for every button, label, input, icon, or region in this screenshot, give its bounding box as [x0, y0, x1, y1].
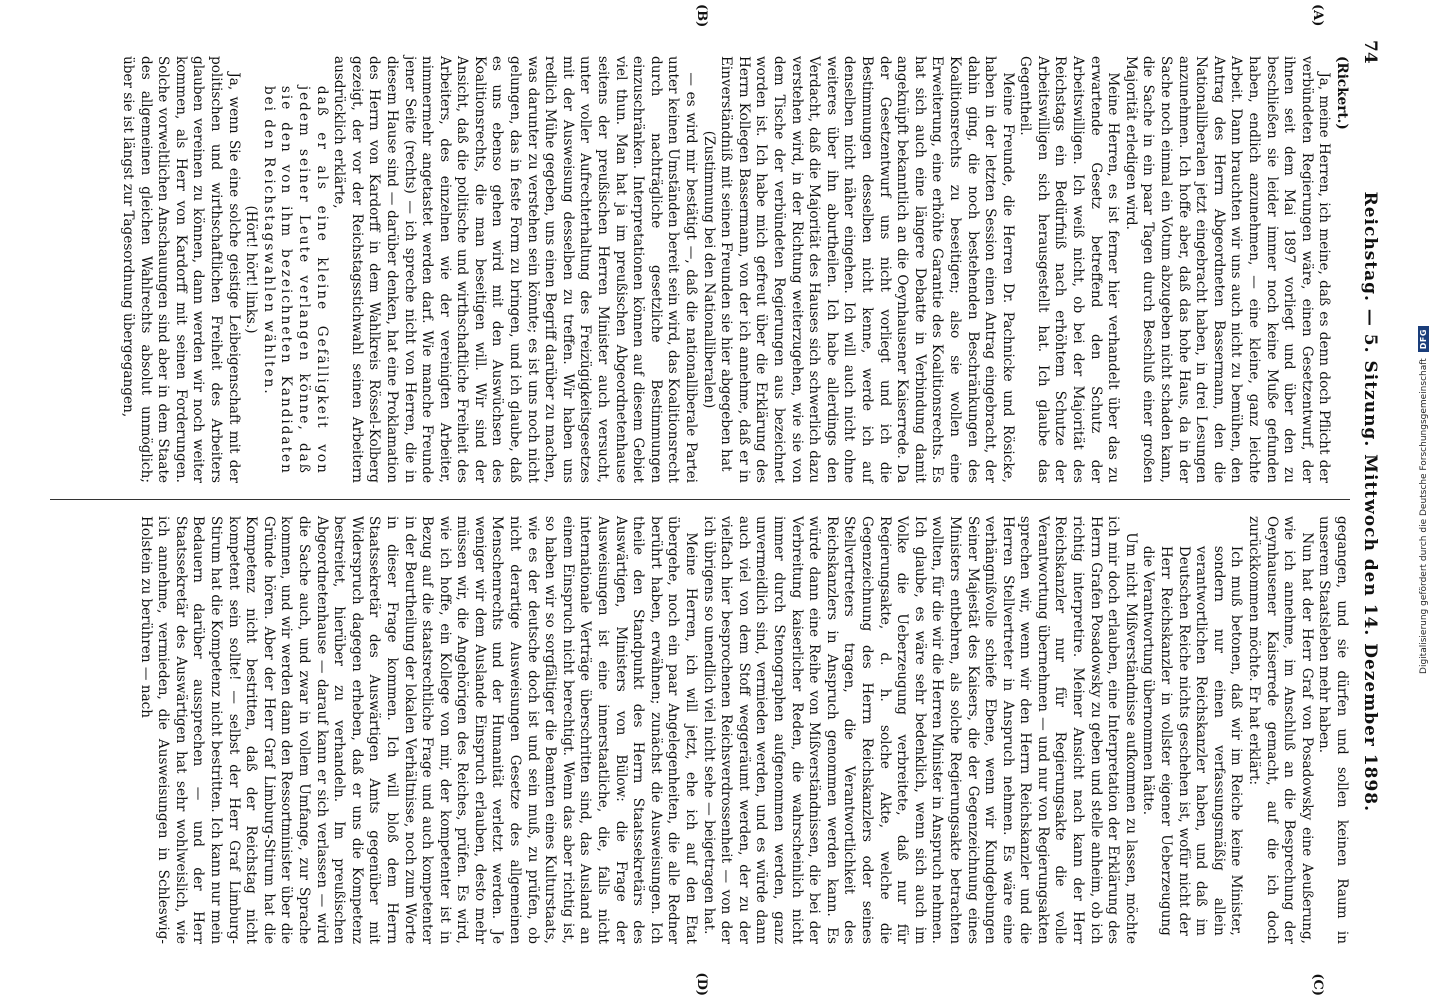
paragraph: Ja, meine Herren, ich meine, daß es denn doch Pflicht der verbündeten Regierungen wäre, einen Gesetzentwurf, der ihnen seit dem Mai 1897 vorliegt und über den zu beschließen sie leider immer noch keine Muße gefunden haben, endlich anzunehmen, — eine kleine, ganz leichte Arbeit. Dann brauchten wir uns auch nicht zu bemühen, den Antrag des Herrn Abgeordneten Bassermann, den die Nationalliberalen jetzt eingebracht haben, in drei Lesungen anzunehmen. Ich hoffe aber, daß das hohe Haus, da in der Sache noch einmal ein Votum abzugeben nicht schaden kann, die Sache in ein paar Tagen durch Beschluß einer großen Majorität erledigen wird.	[1122, 56, 1333, 483]
marker-a: (A)	[1310, 4, 1325, 27]
marker-d: (D)	[694, 972, 709, 996]
columns	[50, 4, 1350, 996]
speaker-name: (Rickert.)	[1334, 56, 1350, 130]
paragraph: Um nicht Mißverständnisse aufkommen zu lassen, möchte ich mir doch erlauben, eine Interpretation der Erklärung des Herrn Grafen Posadowsky zu geben und stelle anheim, ob ich richtig interpretire. Meiner Ansicht nach kann der Herr Reichskanzler nur für Regierungsakte die volle Verantwortung übernehmen — und nur von Regierungsakten sprechen wir, wenn wir den Herrn Reichskanzler und die Herren Stellvertreter in Anspruch nehmen. Es wäre eine verhängnißvolle schiefe Ebene, wenn wir Kundgebungen Seiner Majestät des Kaisers, die der Gegenzeichnung eines Ministers entbehren, als solche Regierungsakte betrachten wollten, für die wir die Herren Minister in Anspruch nehmen. Ich glaube, es wäre sehr bedenklich, wenn sich auch im Volke die Ueberzeugung verbreitete, daß nur für Regierungsakte, d. h. solche Akte, welche die Gegenzeichnung des Herrn Reichskanzlers oder seines Stellvertreters tragen, die Verantwortlichkeit des Reichskanzlers in Anspruch genommen werden kann. Es würde dann eine Reihe von Mißverständnissen, die bei der Verbreitung kaiserlicher Reden, die wahrscheinlich nicht immer durch Stenographen aufgenommen werden, ganz unvermeidlich sind, vermieden werden, und es würde dann auch viel von dem Stoff weggeräumt werden, der zu der vielfach hier besprochenen Reichsverdrossenheit — von der ich übrigens so unendlich viel nicht sehe — beigetragen hat.	[700, 516, 1139, 944]
footer	[1413, 0, 1434, 1000]
marker-c: (C)	[1310, 973, 1325, 996]
dfg-logo-icon: DFG	[1418, 326, 1429, 352]
quote: Ich muß betonen, daß wir im Reiche keine Minister, sondern nur einen verfassungsmäßig allein verantwortlichen Reichskanzler haben, und daß im Deutschen Reiche nichts geschehen ist, wofür nicht der Herr Reichskanzler in vollster eigener Ueberzeugung die Verantwortung übernommen hätte.	[1140, 545, 1245, 936]
interjection: (Hört! hört! links.)	[243, 205, 260, 334]
paragraph: Meine Herren, ich will jetzt, ehe ich auf den Etat übergehe, noch ein paar Angelegenheiten, die alle Redner berührt haben, erwähnen; zunächst die Ausweisungen. Ich theile den Standpunkt des Herrn Staatssekretärs des Auswärtigen, Ministers von Bülow: die Frage der Ausweisungen ist eine innerstaatliche, die, falls nicht internationale Verträge überschritten sind, das Ausland an einem Einspruch nicht berechtigt. Wenn das aber richtig ist, so haben wir so sorgfältiger die Beamten eines Kulturstaats, wie es der deutsche doch ist und sein muß, zu prüfen, ob nicht derartige Ausweisungen Gesetze des allgemeinen Menschenrechts und der Humanität verletzt werden. Je weniger wir dem Auslande Einspruch erlauben, desto mehr müssen wir, die Angehörigen des Reiches, prüfen. Es wird, wie ich hoffe, ein Kollege von mir, der kompetenter ist in Bezug auf die staatsrechtliche Frage und auch kompetenter in der Beurtheilung der lokalen Verhältnisse, noch zum Worte in dieser Frage kommen. Ich will bloß dem Herrn Staatssekretär des Auswärtigen Amts gegenüber mit Widerspruch dagegen erheben, daß er uns die Kompetenz bestreitet, hierüber zu verhandeln. Im preußischen Abgeordnetenhause — darauf kann er sich verlassen — wird die Sache auch, und zwar in vollem Umfange, zur Sprache kommen, und wir werden dann den Ressortminister über die Gründe hören. Aber der Herr Graf Limburg-Stirum hat die Kompetenz nicht bestritten, daß der Reichstag nicht kompetent sein sollte! — selbst der Herr Graf Limburg-Stirum hat die Kompetenz nicht bestritten. Ich kann nur mein Bedauern darüber aussprechen — und der Herr Staatssekretär des Auswärtigen hat sehr wohlweislich, wie ich annehme, vermieden, die Ausweisungen in Schleswig-Holstein zu berühren — nach	[137, 516, 700, 944]
quote: daß er als eine kleine Gefälligkeit von jedem seiner Leute verlangen könne, daß sie den von ihm bezeichneten Kandidaten bei den Reichstagswahlen wählten.	[260, 85, 330, 475]
right-column	[50, 500, 1350, 996]
paragraph: gegangen, und sie dürfen und sollen keinen Raum in unserem Staatsleben mehr haben.	[1316, 516, 1350, 944]
page-number: 74	[1360, 40, 1380, 64]
marker-b: (B)	[694, 4, 709, 28]
left-column	[50, 4, 1350, 500]
paragraph: Meine Freunde, die Herren Dr. Pachnicke und Rösicke, haben in der letzten Session einen Antrag eingebracht, der dahin ging, die noch bestehenden Beschränkungen des Koalitionsrechts zu beseitigen; also sie wollen eine Erweiterung, eine erhöhte Garantie des Koalitionsrechts. Es hat sich auch eine längere Debatte in Verbindung damit angeknüpft bekanntlich an die Oeynhausener Kaiserrede. Da der Gesetzentwurf uns nicht vorliegt und ich die Bestimmungen desselben nicht kenne, werde ich auf denselben nicht näher eingehen. Ich will auch nicht ohne weiteres über ihn aburtheilen. Ich habe allerdings den Verdacht, daß die Majorität des Hauses sich schwerlich dazu verstehen wird, in der Richtung weiterzugehen, wie sie von dem Tische der verbündeten Regierungen aus bezeichnet worden ist. Ich habe mich gefreut über die Erklärung des Herrn Kollegen Bassermann, von der ich annehme, daß er in Einverständniß mit seinen Freunden sie hier abgegeben hat	[718, 56, 1016, 483]
paragraph: Meine Herren, es ist ferner hier verhandelt über das zu erwartende Gesetz betreffend den Schutz der Arbeitswilligen. Ich weiß nicht, ob bei der Majorität des Reichstags ein Bedürfniß nach erhöhtem Schutze der Arbeitswilligen sich herausgestellt hat. Ich glaube das Gegentheil.	[1017, 56, 1122, 483]
page-header	[1354, 40, 1380, 960]
interjection: (Zustimmung bei den Nationalliberalen)	[700, 130, 717, 409]
paragraph: — es wird mir bestätigt —, daß die nationalliberale Partei unter keinen Umständen bereit sein wird, das Koalitionsrecht durch nachträgliche gesetzliche Bestimmungen einzuschränken. Interpretationen können auf diesem Gebiet viel thun. Man hat ja im preußischen Abgeordnetenhause seitens der preußischen Herren Minister auch versucht, unter voller Aufrechterhaltung des Freizügigkeitsgesetzes mit der Ausweisung desselben zu treffen. Wir haben uns redlich Mühe gegeben, uns einen Begriff darüber zu machen, was darunter zu verstehen sein könnte; es ist uns noch nicht gelungen, das in feste Form zu bringen, und ich glaube, daß es uns ebenso gehen wird mit den Auswüchsen des Koalitionsrechts, die man beseitigen will. Wir sind der Ansicht, daß die politische und wirthschaftliche Freiheit des Arbeiters, des einzelnen wie der vereinigten Arbeiter, nimmermehr angetastet werden darf. Wie manche Freunde jener Seite (rechts) — ich spreche nicht von Herren, die in diesem Hause sind — darüber denken, hat eine Proklamation des Herrn von Kardorff in dem Wahlkreis Rössel-Kolberg gezeigt, der vor der Reichstagsstichwahl seinen Arbeitern ausdrücklich erklärte,	[331, 56, 700, 483]
footer-text: Digitalisierung gefördert durch die Deutsche Forschungsgemeinschaft	[1418, 358, 1429, 674]
paragraph: Nun hat der Herr Graf von Posadowsky eine Aeußerung, wie ich annehme, im Anschluß an die Besprechung der Oeynhausener Kaiserrede gemacht, auf die ich doch zurückkommen möchte. Er hat erklärt:	[1246, 516, 1315, 944]
page-title: Reichstag. — 5. Sitzung. Mittwoch den 14. Dezember 1898.	[1360, 191, 1380, 813]
paragraph: Ja, wenn Sie eine solche geistige Leibeigenschaft mit der politischen und wirthschaftlichen Freiheit des Arbeiters glauben vereinen zu können, dann werden wir noch weiter kommen, als Herr von Kardorff mit seinen Forderungen. Solche vorweltlichen Anschauungen sind aber in dem Staate des allgemeinen gleichen Wahlrechts absolut unmöglich; über sie ist längst zur Tagesordnung übergegangen,	[120, 56, 242, 483]
